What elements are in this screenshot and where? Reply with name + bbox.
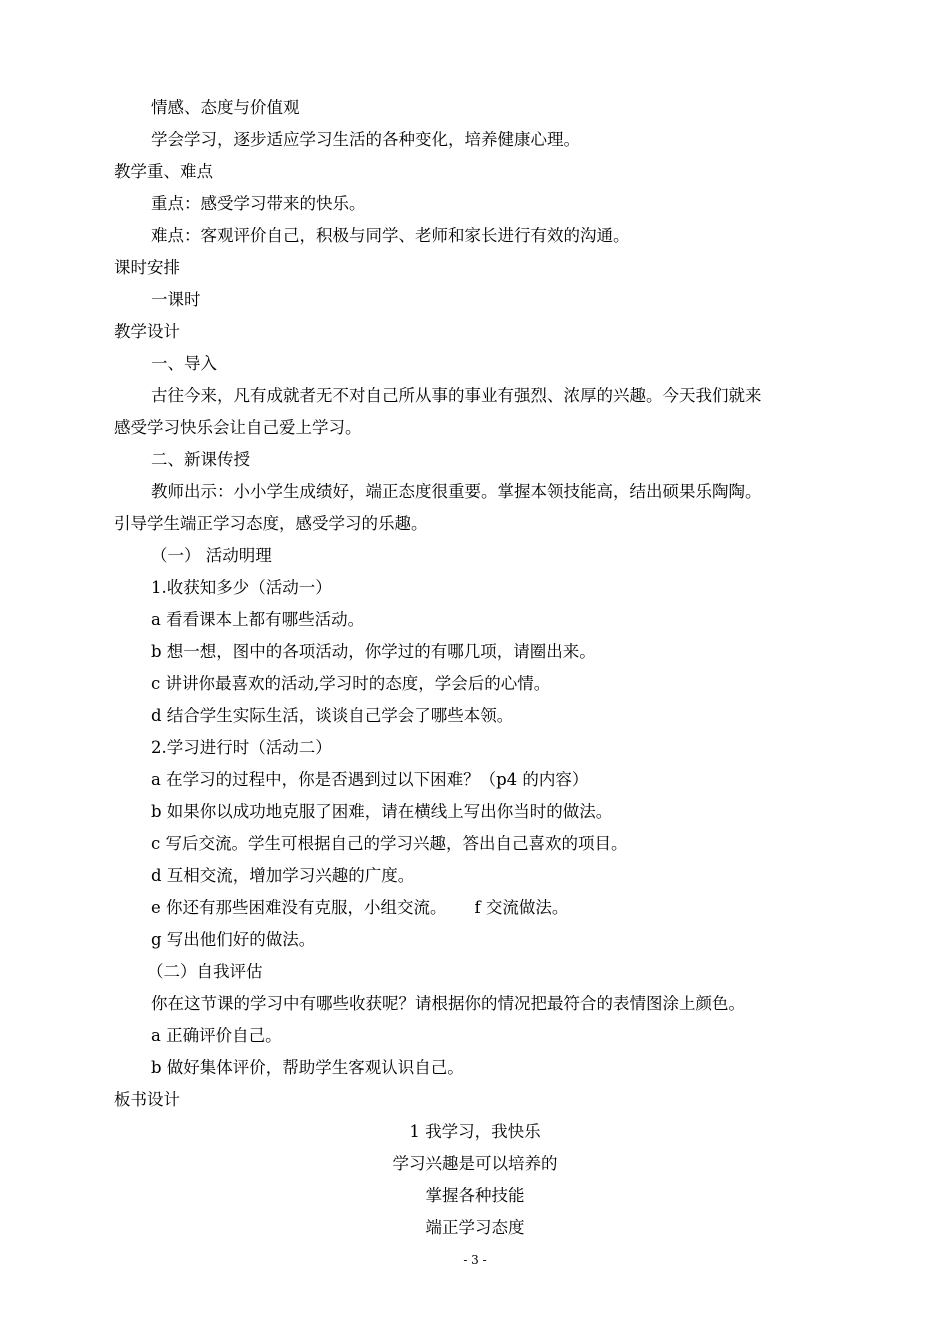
paragraph-teacher-shows-line1: 教师出示：小小学生成绩好，端正态度很重要。掌握本领技能高，结出硕果乐陶陶。 xyxy=(151,482,762,501)
paragraph-intro-line2: 感受学习快乐会让自己爱上学习。 xyxy=(114,418,362,437)
heading-board-design: 板书设计 xyxy=(114,1090,180,1109)
paragraph-self-assessment: 你在这节课的学习中有哪些收获呢？请根据你的情况把最符合的表情图涂上颜色。 xyxy=(151,994,745,1013)
list-item: a 看看课本上都有哪些活动。 xyxy=(151,610,365,629)
list-item: b 想一想，图中的各项活动，你学过的有哪几项，请圈出来。 xyxy=(151,642,596,661)
item-activity-one-title: 1.收获知多少（活动一） xyxy=(151,578,332,597)
list-item: c 写后交流。学生可根据自己的学习兴趣，答出自己喜欢的项目。 xyxy=(151,834,628,853)
subheading-emotion-attitude-values: 情感、态度与价值观 xyxy=(151,98,300,117)
list-item: f 交流做法。 xyxy=(474,898,569,917)
paragraph-key-point: 重点：感受学习带来的快乐。 xyxy=(151,194,366,213)
list-item: c 讲讲你最喜欢的活动,学习时的态度，学会后的心情。 xyxy=(151,674,551,693)
item-activity-two-title: 2.学习进行时（活动二） xyxy=(151,738,332,757)
list-item: d 结合学生实际生活，谈谈自己学会了哪些本领。 xyxy=(151,706,514,725)
list-item: d 互相交流，增加学习兴趣的广度。 xyxy=(151,866,415,885)
list-item: b 做好集体评价，帮助学生客观认识自己。 xyxy=(151,1058,464,1077)
list-item: e 你还有那些困难没有克服，小组交流。 xyxy=(151,898,447,917)
subheading-introduction: 一、导入 xyxy=(151,354,217,373)
heading-key-difficult-points: 教学重、难点 xyxy=(114,162,213,181)
board-title: 1 我学习，我快乐 xyxy=(409,1122,541,1141)
subheading-activity-reasoning: （一） 活动明理 xyxy=(151,546,272,565)
list-item-pair xyxy=(151,897,568,919)
board-line: 学习兴趣是可以培养的 xyxy=(392,1154,558,1173)
heading-teaching-design: 教学设计 xyxy=(114,322,180,341)
page-number: - 3 - xyxy=(463,1253,487,1267)
paragraph-difficult-point: 难点：客观评价自己，积极与同学、老师和家长进行有效的沟通。 xyxy=(151,226,630,245)
board-line: 端正学习态度 xyxy=(425,1218,525,1237)
list-item: a 在学习的过程中，你是否遇到过以下困难？（p4 的内容） xyxy=(151,770,589,789)
list-item: g 写出他们好的做法。 xyxy=(151,930,316,949)
list-item: b 如果你以成功地克服了困难，请在横线上写出你当时的做法。 xyxy=(151,802,613,821)
heading-schedule: 课时安排 xyxy=(114,258,180,277)
paragraph-one-lesson: 一课时 xyxy=(151,290,201,309)
paragraph-goal: 学会学习，逐步适应学习生活的各种变化，培养健康心理。 xyxy=(151,130,580,149)
paragraph-intro-line1: 古往今来，凡有成就者无不对自己所从事的事业有强烈、浓厚的兴趣。今天我们就来 xyxy=(151,386,762,405)
board-line: 掌握各种技能 xyxy=(425,1186,525,1205)
paragraph-teacher-shows-line2: 引导学生端正学习态度，感受学习的乐趣。 xyxy=(114,514,428,533)
list-item: a 正确评价自己。 xyxy=(151,1026,282,1045)
subheading-self-assessment: （二）自我评估 xyxy=(147,962,263,981)
subheading-new-lesson: 二、新课传授 xyxy=(151,450,250,469)
